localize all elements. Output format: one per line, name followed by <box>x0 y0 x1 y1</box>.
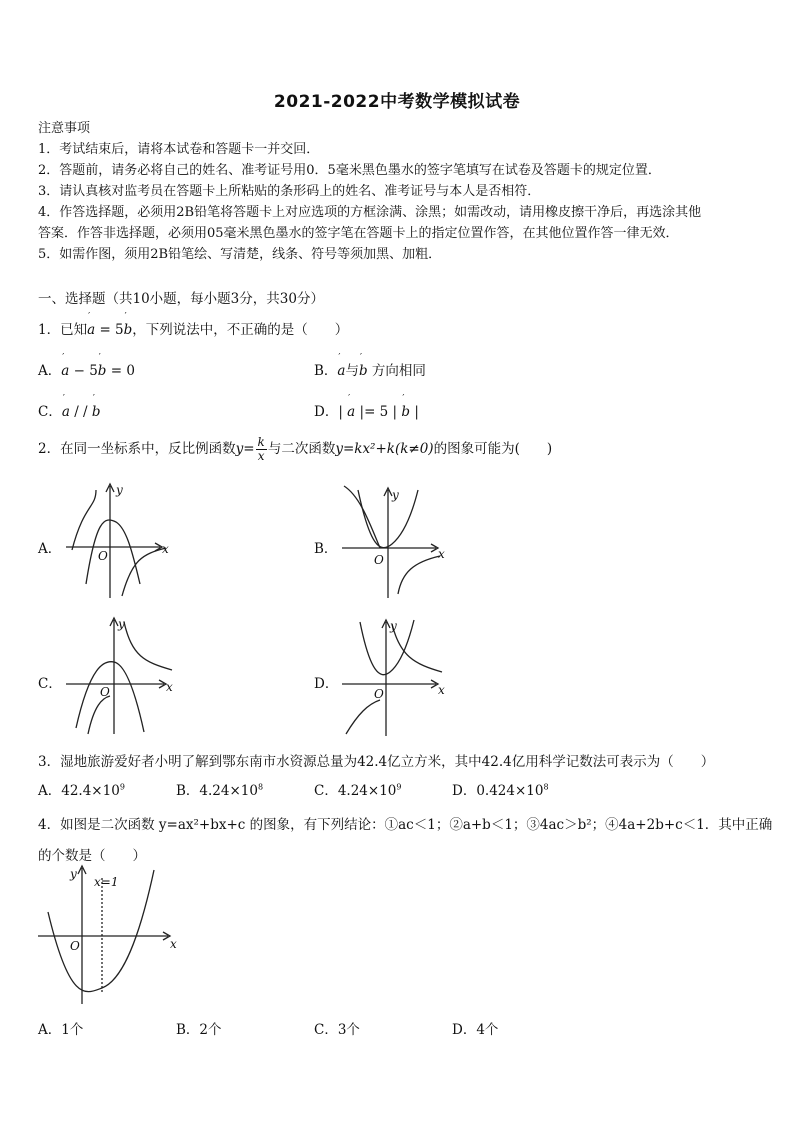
svg-text:x: x <box>438 547 445 561</box>
q3-option-c: C．$4.24\times 10^9$ <box>314 782 402 799</box>
svg-text:y: y <box>116 483 123 497</box>
notice-line-6: 5．如需作图，须用2B铅笔绘、写清楚，线条、符号等须加黑、加粗． <box>38 247 442 262</box>
q2-graph-b <box>340 484 452 602</box>
question-1-stem: 1．已知′ a = 5′ b，下列说法中，不正确的是（ ） <box>38 318 348 338</box>
q2-label-b: B． <box>314 541 338 557</box>
notice-line-5: 答案．作答非选择题，必须用05毫米黑色墨水的签字笔在答题卡上的指定位置作答，在其他位置作答一律无效． <box>38 226 679 241</box>
question-4-stem-2: 的个数是（ ） <box>38 848 146 864</box>
q1-option-c: C．′ a / / ′ b <box>38 400 101 420</box>
notice-line-4: 4．作答选择题，必须用2B铅笔将答题卡上对应选项的方框涂满、涂黑；如需改动，请用橡皮擦干净后，再选涂其他 <box>38 205 702 220</box>
svg-text:y: y <box>390 619 397 633</box>
q2-label-c: C． <box>38 676 62 692</box>
svg-text:x=1: x=1 <box>94 875 119 889</box>
notice-heading: 注意事项 <box>38 121 91 136</box>
svg-text:y: y <box>118 617 125 631</box>
q1-option-b: B．′ a与′ b 方向相同 <box>314 359 426 379</box>
fraction-k-over-x: $\frac{k}{x}$ <box>257 435 265 463</box>
q2-label-a: A． <box>38 541 62 557</box>
q3-option-b: B．$4.24\times 10^8$ <box>176 782 264 799</box>
svg-text:x: x <box>162 542 169 556</box>
page-title: 2021-2022中考数学模拟试卷 <box>273 92 521 112</box>
svg-text:O: O <box>98 549 108 563</box>
svg-text:x: x <box>438 683 445 697</box>
svg-text:O: O <box>100 685 110 699</box>
svg-text:O: O <box>374 553 384 567</box>
q1-option-a: A．′ a − 5′ b = 0 <box>38 359 135 379</box>
q3-option-d: D．$0.424\times 10^8$ <box>452 782 549 799</box>
q4-option-c: C．3个 <box>314 1022 360 1038</box>
q3-option-a: A．$42.4\times 10^9$ <box>38 782 125 799</box>
section-heading: 一、选择题（共10小题，每小题3分，共30分） <box>38 291 324 307</box>
q4-option-d: D．4个 <box>452 1022 499 1038</box>
q2-label-d: D． <box>314 676 339 692</box>
svg-text:x: x <box>166 680 173 694</box>
q2-graph-c <box>62 616 178 738</box>
svg-text:O: O <box>70 939 80 953</box>
question-2-stem: 2．在同一坐标系中，反比例函数y= $\frac{k}{x}$ 与二次函数y=kx²+k(k≠0)的图象可能为( ) <box>38 435 553 463</box>
q1-option-d: D．| ′ a |= 5 | ′ b | <box>314 400 419 420</box>
notice-line-1: 1．考试结束后，请将本试卷和答题卡一并交回． <box>38 142 320 157</box>
question-4-stem: 4．如图是二次函数 y=ax²+bx+c 的图象，有下列结论：①ac＜1；②a+b＜1；③4ac＞b²；④4a+2b+c＜1．其中正确 <box>38 817 773 833</box>
q2-graph-d <box>340 618 452 738</box>
svg-text:y: y <box>392 488 399 502</box>
notice-line-2: 2．答题前，请务必将自己的姓名、准考证号用0．5毫米黑色墨水的签字笔填写在试卷及答题卡的规定位置． <box>38 163 661 178</box>
q4-option-a: A．1个 <box>38 1022 84 1038</box>
question-3-stem: 3．湿地旅游爱好者小明了解到鄂东南市水资源总量为42.4亿立方米，其中42.4亿用科学记数法可表示为（ ） <box>38 754 715 770</box>
svg-text:y: y <box>70 867 77 881</box>
q4-parabola-graph <box>36 864 182 1010</box>
svg-text:x: x <box>170 937 177 951</box>
q4-option-b: B．2个 <box>176 1022 222 1038</box>
svg-text:O: O <box>374 687 384 701</box>
q2-graph-a <box>62 480 174 602</box>
notice-line-3: 3．请认真核对监考员在答题卡上所粘贴的条形码上的姓名、准考证号与本人是否相符． <box>38 184 541 199</box>
